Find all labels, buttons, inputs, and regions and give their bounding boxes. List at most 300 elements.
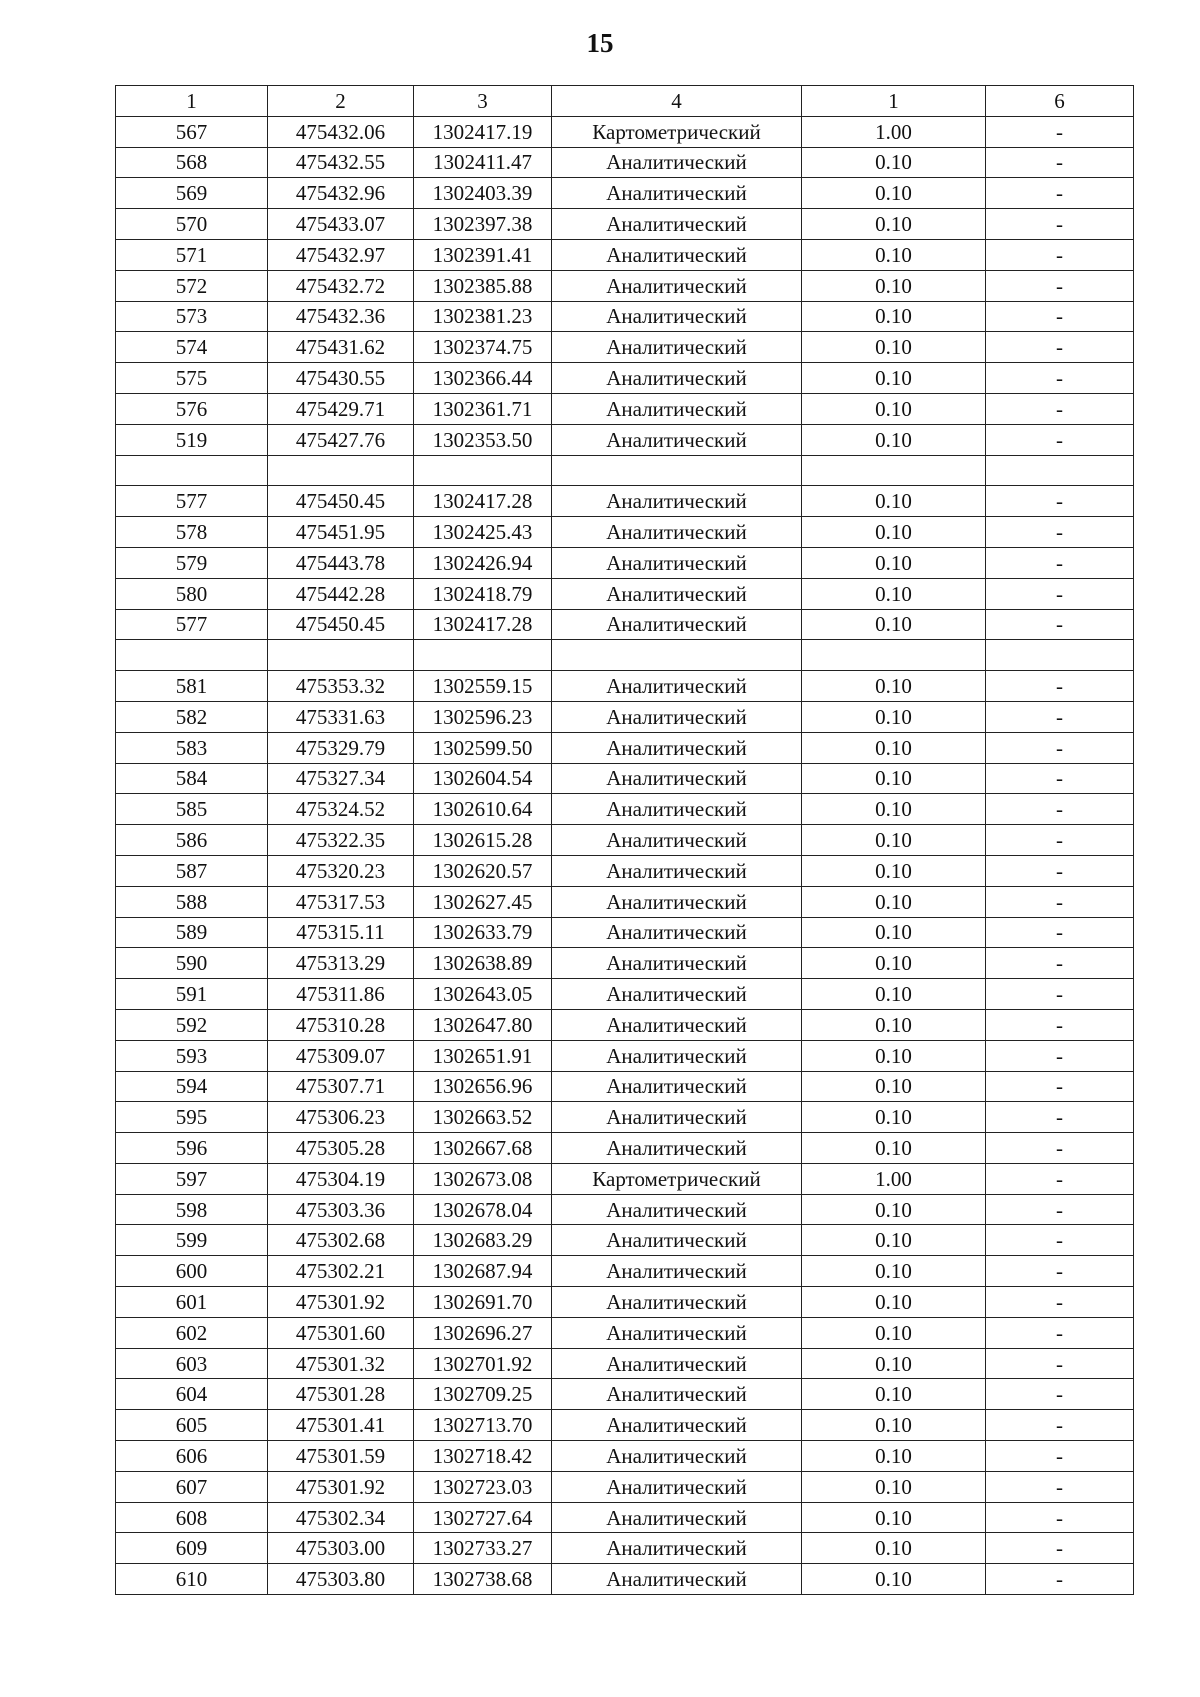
x-coordinate-cell: 475306.23 (268, 1102, 414, 1133)
y-coordinate-cell: 1302403.39 (414, 178, 552, 209)
table-row (116, 1102, 1134, 1133)
x-coordinate-cell: 475305.28 (268, 1133, 414, 1164)
method-cell: Аналитический (552, 1194, 802, 1225)
x-coordinate-cell: 475302.34 (268, 1502, 414, 1533)
y-coordinate-cell: 1302656.96 (414, 1071, 552, 1102)
y-coordinate-cell: 1302417.19 (414, 116, 552, 147)
description-cell: - (986, 1040, 1134, 1071)
separator-row (116, 640, 1134, 671)
accuracy-cell: 0.10 (802, 701, 986, 732)
header-row (116, 86, 1134, 117)
accuracy-cell: 0.10 (802, 1194, 986, 1225)
method-cell: Аналитический (552, 825, 802, 856)
description-cell: - (986, 363, 1134, 394)
x-coordinate-cell: 475320.23 (268, 855, 414, 886)
x-coordinate-cell: 475309.07 (268, 1040, 414, 1071)
point-number-cell: 577 (116, 486, 268, 517)
point-number-cell: 569 (116, 178, 268, 209)
y-coordinate-cell: 1302663.52 (414, 1102, 552, 1133)
column-header-5: 1 (802, 86, 986, 117)
accuracy-cell: 0.10 (802, 363, 986, 394)
accuracy-cell: 0.10 (802, 763, 986, 794)
point-number-cell: 609 (116, 1533, 268, 1564)
description-cell: - (986, 301, 1134, 332)
description-cell: - (986, 486, 1134, 517)
point-number-cell: 607 (116, 1471, 268, 1502)
table-row (116, 886, 1134, 917)
y-coordinate-cell: 1302353.50 (414, 424, 552, 455)
point-number-cell: 597 (116, 1163, 268, 1194)
table-row (116, 578, 1134, 609)
y-coordinate-cell: 1302638.89 (414, 948, 552, 979)
accuracy-cell: 0.10 (802, 1564, 986, 1595)
x-coordinate-cell: 475301.41 (268, 1410, 414, 1441)
y-coordinate-cell: 1302366.44 (414, 363, 552, 394)
table-row (116, 1471, 1134, 1502)
y-coordinate-cell: 1302604.54 (414, 763, 552, 794)
x-coordinate-cell: 475432.97 (268, 239, 414, 270)
point-number-cell: 588 (116, 886, 268, 917)
description-cell: - (986, 116, 1134, 147)
accuracy-cell: 0.10 (802, 825, 986, 856)
x-coordinate-cell: 475302.21 (268, 1256, 414, 1287)
method-cell: Картометрический (552, 116, 802, 147)
y-coordinate-cell: 1302673.08 (414, 1163, 552, 1194)
x-coordinate-cell: 475324.52 (268, 794, 414, 825)
method-cell: Аналитический (552, 1348, 802, 1379)
method-cell: Аналитический (552, 1102, 802, 1133)
y-coordinate-cell: 1302713.70 (414, 1410, 552, 1441)
table-row (116, 1564, 1134, 1595)
description-cell: - (986, 1009, 1134, 1040)
accuracy-cell: 0.10 (802, 209, 986, 240)
x-coordinate-cell: 475301.32 (268, 1348, 414, 1379)
table-row (116, 147, 1134, 178)
method-cell: Аналитический (552, 332, 802, 363)
accuracy-cell: 0.10 (802, 578, 986, 609)
coordinates-table (115, 85, 1134, 1595)
description-cell: - (986, 332, 1134, 363)
accuracy-cell: 0.10 (802, 1471, 986, 1502)
description-cell: - (986, 1564, 1134, 1595)
y-coordinate-cell: 1302701.92 (414, 1348, 552, 1379)
accuracy-cell: 0.10 (802, 609, 986, 640)
x-coordinate-cell: 475450.45 (268, 609, 414, 640)
x-coordinate-cell: 475310.28 (268, 1009, 414, 1040)
accuracy-cell: 0.10 (802, 855, 986, 886)
method-cell: Аналитический (552, 1071, 802, 1102)
description-cell: - (986, 393, 1134, 424)
description-cell: - (986, 1502, 1134, 1533)
point-number-cell: 603 (116, 1348, 268, 1379)
x-coordinate-cell: 475433.07 (268, 209, 414, 240)
table-row (116, 1071, 1134, 1102)
y-coordinate-cell: 1302738.68 (414, 1564, 552, 1595)
description-cell: - (986, 732, 1134, 763)
accuracy-cell: 0.10 (802, 1533, 986, 1564)
point-number-cell: 580 (116, 578, 268, 609)
x-coordinate-cell: 475432.06 (268, 116, 414, 147)
point-number-cell: 605 (116, 1410, 268, 1441)
column-header-3: 3 (414, 86, 552, 117)
y-coordinate-cell: 1302417.28 (414, 609, 552, 640)
method-cell: Аналитический (552, 486, 802, 517)
x-coordinate-cell: 475301.28 (268, 1379, 414, 1410)
y-coordinate-cell: 1302620.57 (414, 855, 552, 886)
accuracy-cell: 0.10 (802, 517, 986, 548)
description-cell: - (986, 517, 1134, 548)
y-coordinate-cell: 1302596.23 (414, 701, 552, 732)
method-cell: Аналитический (552, 1441, 802, 1472)
accuracy-cell: 0.10 (802, 1441, 986, 1472)
x-coordinate-cell: 475432.96 (268, 178, 414, 209)
accuracy-cell: 1.00 (802, 116, 986, 147)
method-cell: Аналитический (552, 948, 802, 979)
table-row (116, 547, 1134, 578)
y-coordinate-cell: 1302647.80 (414, 1009, 552, 1040)
table-row (116, 825, 1134, 856)
y-coordinate-cell: 1302418.79 (414, 578, 552, 609)
method-cell: Аналитический (552, 363, 802, 394)
method-cell: Аналитический (552, 886, 802, 917)
point-number-cell: 583 (116, 732, 268, 763)
accuracy-cell: 0.10 (802, 1379, 986, 1410)
x-coordinate-cell: 475303.80 (268, 1564, 414, 1595)
x-coordinate-cell: 475301.60 (268, 1317, 414, 1348)
description-cell: - (986, 239, 1134, 270)
y-coordinate-cell: 1302599.50 (414, 732, 552, 763)
accuracy-cell: 0.10 (802, 1040, 986, 1071)
point-number-cell: 594 (116, 1071, 268, 1102)
method-cell: Аналитический (552, 270, 802, 301)
method-cell (552, 455, 802, 486)
x-coordinate-cell: 475430.55 (268, 363, 414, 394)
table-row (116, 1225, 1134, 1256)
column-header-6: 6 (986, 86, 1134, 117)
point-number-cell: 578 (116, 517, 268, 548)
point-number-cell: 573 (116, 301, 268, 332)
column-header-4: 4 (552, 86, 802, 117)
point-number-cell: 576 (116, 393, 268, 424)
x-coordinate-cell: 475329.79 (268, 732, 414, 763)
point-number-cell: 604 (116, 1379, 268, 1410)
point-number-cell: 596 (116, 1133, 268, 1164)
method-cell: Аналитический (552, 794, 802, 825)
description-cell: - (986, 1225, 1134, 1256)
description-cell: - (986, 1410, 1134, 1441)
x-coordinate-cell: 475317.53 (268, 886, 414, 917)
accuracy-cell: 0.10 (802, 1009, 986, 1040)
accuracy-cell: 0.10 (802, 424, 986, 455)
x-coordinate-cell: 475304.19 (268, 1163, 414, 1194)
x-coordinate-cell: 475353.32 (268, 671, 414, 702)
point-number-cell: 582 (116, 701, 268, 732)
accuracy-cell: 0.10 (802, 1317, 986, 1348)
description-cell: - (986, 825, 1134, 856)
description-cell: - (986, 979, 1134, 1010)
point-number-cell: 577 (116, 609, 268, 640)
description-cell: - (986, 917, 1134, 948)
method-cell: Аналитический (552, 424, 802, 455)
x-coordinate-cell: 475301.92 (268, 1287, 414, 1318)
description-cell: - (986, 547, 1134, 578)
point-number-cell: 586 (116, 825, 268, 856)
description-cell: - (986, 794, 1134, 825)
description-cell: - (986, 147, 1134, 178)
y-coordinate-cell: 1302385.88 (414, 270, 552, 301)
x-coordinate-cell: 475451.95 (268, 517, 414, 548)
point-number-cell: 595 (116, 1102, 268, 1133)
method-cell: Аналитический (552, 1564, 802, 1595)
x-coordinate-cell: 475307.71 (268, 1071, 414, 1102)
description-cell: - (986, 701, 1134, 732)
method-cell: Аналитический (552, 701, 802, 732)
y-coordinate-cell: 1302391.41 (414, 239, 552, 270)
table-row (116, 486, 1134, 517)
method-cell: Аналитический (552, 1379, 802, 1410)
x-coordinate-cell: 475315.11 (268, 917, 414, 948)
table-row (116, 393, 1134, 424)
method-cell: Аналитический (552, 517, 802, 548)
method-cell: Аналитический (552, 1287, 802, 1318)
accuracy-cell: 0.10 (802, 147, 986, 178)
accuracy-cell: 0.10 (802, 1287, 986, 1318)
accuracy-cell (802, 455, 986, 486)
method-cell (552, 640, 802, 671)
method-cell: Аналитический (552, 1225, 802, 1256)
accuracy-cell: 0.10 (802, 547, 986, 578)
table-row (116, 424, 1134, 455)
description-cell: - (986, 1348, 1134, 1379)
y-coordinate-cell: 1302633.79 (414, 917, 552, 948)
accuracy-cell: 0.10 (802, 1348, 986, 1379)
point-number-cell: 572 (116, 270, 268, 301)
table-row (116, 332, 1134, 363)
point-number-cell: 574 (116, 332, 268, 363)
description-cell (986, 640, 1134, 671)
table-row (116, 116, 1134, 147)
accuracy-cell: 0.10 (802, 178, 986, 209)
accuracy-cell: 0.10 (802, 979, 986, 1010)
method-cell: Аналитический (552, 147, 802, 178)
table-body (116, 86, 1134, 1595)
point-number-cell: 519 (116, 424, 268, 455)
accuracy-cell: 0.10 (802, 239, 986, 270)
method-cell: Аналитический (552, 1502, 802, 1533)
table-row (116, 1502, 1134, 1533)
method-cell: Аналитический (552, 1533, 802, 1564)
point-number-cell: 585 (116, 794, 268, 825)
y-coordinate-cell: 1302426.94 (414, 547, 552, 578)
point-number-cell: 570 (116, 209, 268, 240)
page-number: 15 (586, 28, 614, 58)
description-cell: - (986, 1471, 1134, 1502)
method-cell: Аналитический (552, 547, 802, 578)
point-number-cell: 599 (116, 1225, 268, 1256)
x-coordinate-cell: 475301.92 (268, 1471, 414, 1502)
point-number-cell: 571 (116, 239, 268, 270)
description-cell: - (986, 609, 1134, 640)
y-coordinate-cell: 1302691.70 (414, 1287, 552, 1318)
x-coordinate-cell: 475303.00 (268, 1533, 414, 1564)
description-cell: - (986, 209, 1134, 240)
method-cell: Аналитический (552, 763, 802, 794)
method-cell: Аналитический (552, 393, 802, 424)
table-row (116, 855, 1134, 886)
method-cell: Аналитический (552, 1317, 802, 1348)
y-coordinate-cell: 1302643.05 (414, 979, 552, 1010)
table-row (116, 1194, 1134, 1225)
y-coordinate-cell: 1302361.71 (414, 393, 552, 424)
table-row (116, 270, 1134, 301)
x-coordinate-cell: 475313.29 (268, 948, 414, 979)
accuracy-cell: 0.10 (802, 393, 986, 424)
y-coordinate-cell: 1302678.04 (414, 1194, 552, 1225)
x-coordinate-cell: 475431.62 (268, 332, 414, 363)
accuracy-cell: 0.10 (802, 1133, 986, 1164)
y-coordinate-cell: 1302733.27 (414, 1533, 552, 1564)
description-cell: - (986, 886, 1134, 917)
point-number-cell: 600 (116, 1256, 268, 1287)
method-cell: Аналитический (552, 301, 802, 332)
method-cell: Аналитический (552, 209, 802, 240)
y-coordinate-cell: 1302374.75 (414, 332, 552, 363)
y-coordinate-cell: 1302425.43 (414, 517, 552, 548)
point-number-cell: 575 (116, 363, 268, 394)
x-coordinate-cell: 475442.28 (268, 578, 414, 609)
table-row (116, 1287, 1134, 1318)
accuracy-cell: 0.10 (802, 1102, 986, 1133)
x-coordinate-cell: 475429.71 (268, 393, 414, 424)
x-coordinate-cell: 475303.36 (268, 1194, 414, 1225)
description-cell: - (986, 1256, 1134, 1287)
method-cell: Аналитический (552, 979, 802, 1010)
table-row (116, 1163, 1134, 1194)
table-row (116, 609, 1134, 640)
point-number-cell: 598 (116, 1194, 268, 1225)
table-row (116, 763, 1134, 794)
y-coordinate-cell: 1302709.25 (414, 1379, 552, 1410)
point-number-cell (116, 640, 268, 671)
method-cell: Аналитический (552, 855, 802, 886)
table-row (116, 1348, 1134, 1379)
description-cell: - (986, 178, 1134, 209)
accuracy-cell: 0.10 (802, 948, 986, 979)
y-coordinate-cell (414, 640, 552, 671)
point-number-cell: 608 (116, 1502, 268, 1533)
y-coordinate-cell (414, 455, 552, 486)
x-coordinate-cell: 475450.45 (268, 486, 414, 517)
y-coordinate-cell: 1302397.38 (414, 209, 552, 240)
x-coordinate-cell: 475327.34 (268, 763, 414, 794)
accuracy-cell: 0.10 (802, 732, 986, 763)
x-coordinate-cell: 475302.68 (268, 1225, 414, 1256)
y-coordinate-cell: 1302417.28 (414, 486, 552, 517)
accuracy-cell: 0.10 (802, 886, 986, 917)
column-header-1: 1 (116, 86, 268, 117)
table-row (116, 1040, 1134, 1071)
y-coordinate-cell: 1302696.27 (414, 1317, 552, 1348)
y-coordinate-cell: 1302651.91 (414, 1040, 552, 1071)
method-cell: Картометрический (552, 1163, 802, 1194)
table-row (116, 1410, 1134, 1441)
method-cell: Аналитический (552, 1133, 802, 1164)
table-row (116, 517, 1134, 548)
accuracy-cell: 0.10 (802, 917, 986, 948)
x-coordinate-cell (268, 640, 414, 671)
accuracy-cell: 0.10 (802, 794, 986, 825)
description-cell: - (986, 1379, 1134, 1410)
point-number-cell: 581 (116, 671, 268, 702)
table-row (116, 1533, 1134, 1564)
description-cell: - (986, 1317, 1134, 1348)
description-cell: - (986, 1194, 1134, 1225)
description-cell: - (986, 948, 1134, 979)
x-coordinate-cell: 475427.76 (268, 424, 414, 455)
point-number-cell: 610 (116, 1564, 268, 1595)
method-cell: Аналитический (552, 1009, 802, 1040)
x-coordinate-cell: 475432.72 (268, 270, 414, 301)
description-cell: - (986, 578, 1134, 609)
description-cell: - (986, 424, 1134, 455)
table-row (116, 209, 1134, 240)
point-number-cell: 601 (116, 1287, 268, 1318)
point-number-cell: 592 (116, 1009, 268, 1040)
point-number-cell: 602 (116, 1317, 268, 1348)
x-coordinate-cell: 475301.59 (268, 1441, 414, 1472)
table-row (116, 979, 1134, 1010)
x-coordinate-cell: 475311.86 (268, 979, 414, 1010)
table-row (116, 1256, 1134, 1287)
x-coordinate-cell: 475432.55 (268, 147, 414, 178)
point-number-cell: 589 (116, 917, 268, 948)
accuracy-cell (802, 640, 986, 671)
x-coordinate-cell: 475322.35 (268, 825, 414, 856)
method-cell: Аналитический (552, 1471, 802, 1502)
table-row (116, 178, 1134, 209)
method-cell: Аналитический (552, 178, 802, 209)
table-row (116, 948, 1134, 979)
description-cell: - (986, 671, 1134, 702)
method-cell: Аналитический (552, 671, 802, 702)
table-row (116, 732, 1134, 763)
y-coordinate-cell: 1302411.47 (414, 147, 552, 178)
point-number-cell: 593 (116, 1040, 268, 1071)
method-cell: Аналитический (552, 1040, 802, 1071)
accuracy-cell: 0.10 (802, 1502, 986, 1533)
y-coordinate-cell: 1302610.64 (414, 794, 552, 825)
description-cell: - (986, 1133, 1134, 1164)
accuracy-cell: 0.10 (802, 301, 986, 332)
description-cell: - (986, 1441, 1134, 1472)
accuracy-cell: 0.10 (802, 1071, 986, 1102)
accuracy-cell: 0.10 (802, 1225, 986, 1256)
y-coordinate-cell: 1302687.94 (414, 1256, 552, 1287)
x-coordinate-cell: 475331.63 (268, 701, 414, 732)
method-cell: Аналитический (552, 578, 802, 609)
y-coordinate-cell: 1302727.64 (414, 1502, 552, 1533)
y-coordinate-cell: 1302615.28 (414, 825, 552, 856)
description-cell: - (986, 763, 1134, 794)
x-coordinate-cell: 475432.36 (268, 301, 414, 332)
table-row (116, 794, 1134, 825)
y-coordinate-cell: 1302627.45 (414, 886, 552, 917)
description-cell: - (986, 1287, 1134, 1318)
point-number-cell: 579 (116, 547, 268, 578)
accuracy-cell: 0.10 (802, 332, 986, 363)
accuracy-cell: 0.10 (802, 486, 986, 517)
accuracy-cell: 0.10 (802, 1256, 986, 1287)
